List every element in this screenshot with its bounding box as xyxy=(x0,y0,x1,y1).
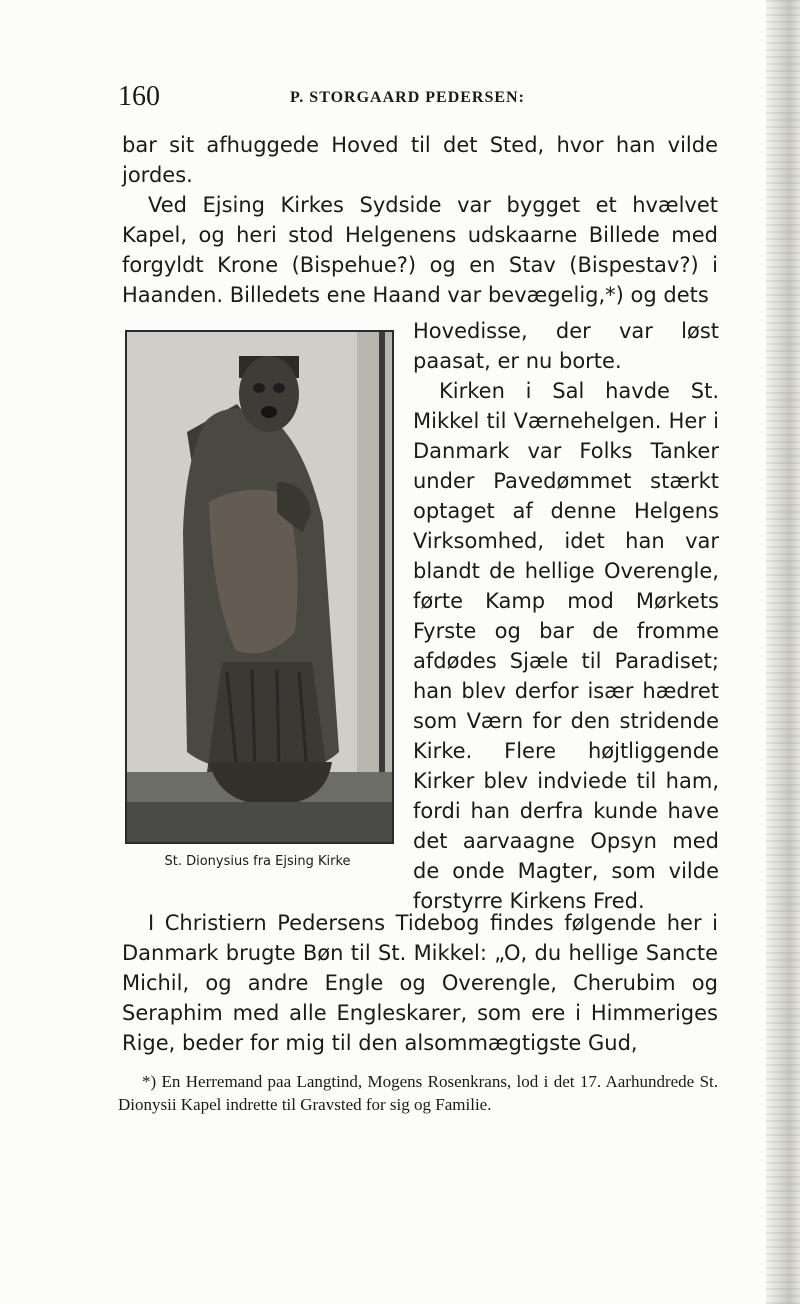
statue-illustration xyxy=(127,332,392,842)
statue-photograph xyxy=(125,330,394,844)
page-edge xyxy=(766,0,800,1304)
right-column xyxy=(413,316,719,916)
running-head: P. STORGAARD PEDERSEN: xyxy=(290,89,525,106)
paragraph-4: I Christiern Pedersens Tidebog findes følgende her i Danmark brugte Bøn til St. Mikkel: „O, du hellige Sancte Michil, og andre Engle og Overengle, Cherubim og Seraphim med alle Engleskarer, som ere i Himmeriges Rige, beder for mig til den alsommægtigste Gud, xyxy=(122,911,718,1055)
footnote: *) En Herremand paa Langtind, Mogens Rosenkrans, lod i det 17. Aarhundrede St. Dionysii Kapel indrette til Gravsted for sig og Familie. xyxy=(118,1072,718,1114)
paragraph-3: Kirken i Sal havde St. Mikkel til Værnehelgen. Her i Danmark var Folks Tanker under Pavedømmet stærkt optaget af denne Helgens Virksomhed, idet han var blandt de hellige Overengle, førte Kamp mod Mørkets Fyrste og bar de fromme afdødes Sjæle til Paradiset; han blev derfor især hædret som Værn for den stridende Kirke. Flere højtliggende Kirker blev indviede til ham, fordi han derfra kunde have det aarvaagne Opsyn med de onde Magter, som vilde forstyrre Kirkens Fred. xyxy=(413,379,719,913)
paragraph-1: bar sit afhuggede Hoved til det Sted, hvor han vilde jordes. xyxy=(122,133,718,187)
page-number: 160 xyxy=(118,81,160,112)
paragraph-2: Ved Ejsing Kirkes Sydside var bygget et hvælvet Kapel, og heri stod Helgenens udskaarne Billede med forgyldt Krone (Bispehue?) og en Stav (Bispestav?) i Haanden. Billedets ene Haand var bevægelig,*) og dets xyxy=(122,193,718,307)
paragraph-2-continued: Hovedisse, der var løst paasat, er nu borte. xyxy=(413,319,719,373)
page-header xyxy=(118,80,718,114)
figure-caption: St. Dionysius fra Ejsing Kirke xyxy=(164,854,351,869)
